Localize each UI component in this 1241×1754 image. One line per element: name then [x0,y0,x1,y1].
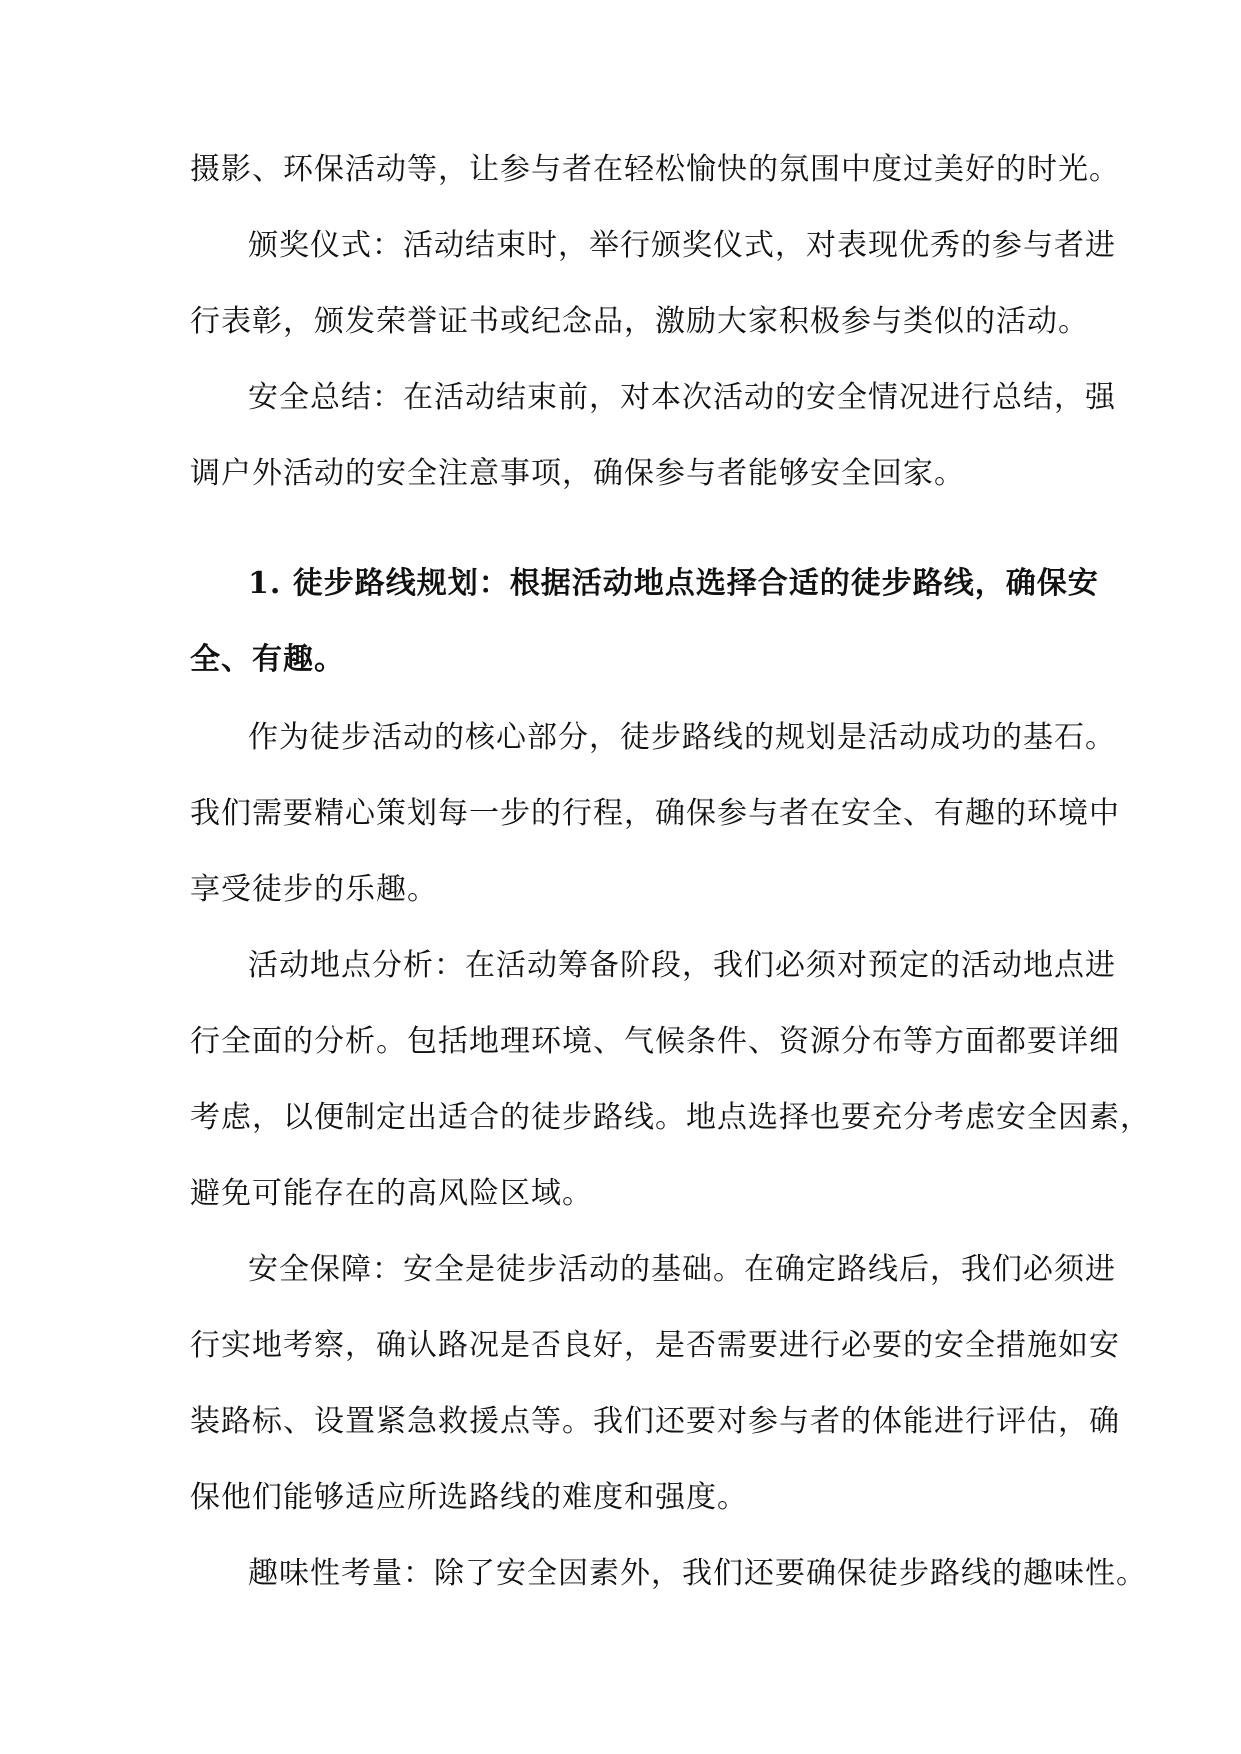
paragraph-line: 考虑，以便制定出适合的徒步路线。地点选择也要充分考虑安全因素， [190,1100,1151,1135]
paragraph-line: 作为徒步活动的核心部分，徒步路线的规划是活动成功的基石。 [248,720,1116,755]
paragraph-line: 安全总结：在活动结束前，对本次活动的安全情况进行总结，强 [248,380,1116,415]
paragraph-line: 行实地考察，确认路况是否良好，是否需要进行必要的安全措施如安 [190,1328,1120,1363]
paragraph-line: 颁奖仪式：活动结束时，举行颁奖仪式，对表现优秀的参与者进 [248,228,1116,263]
paragraph-line: 安全保障：安全是徒步活动的基础。在确定路线后，我们必须进 [248,1252,1116,1287]
section-heading: 全、有趣。 [190,642,345,677]
paragraph-line: 行全面的分析。包括地理环境、气候条件、资源分布等方面都要详细 [190,1024,1120,1059]
paragraph-line: 装路标、设置紧急救援点等。我们还要对参与者的体能进行评估，确 [190,1404,1120,1439]
paragraph-line: 调户外活动的安全注意事项，确保参与者能够安全回家。 [190,456,965,491]
paragraph-line: 保他们能够适应所选路线的难度和强度。 [190,1480,748,1515]
paragraph-line: 享受徒步的乐趣。 [190,872,438,907]
paragraph-line: 我们需要精心策划每一步的行程，确保参与者在安全、有趣的环境中 [190,796,1120,831]
paragraph-line: 避免可能存在的高风险区域。 [190,1176,593,1211]
paragraph-line: 摄影、环保活动等，让参与者在轻松愉快的氛围中度过美好的时光。 [190,152,1120,187]
paragraph-line: 行表彰，颁发荣誉证书或纪念品，激励大家积极参与类似的活动。 [190,304,1089,339]
paragraph-line: 活动地点分析：在活动筹备阶段，我们必须对预定的活动地点进 [248,948,1116,983]
paragraph-line: 趣味性考量：除了安全因素外，我们还要确保徒步路线的趣味性。 [248,1556,1147,1591]
section-heading: 1. 徒步路线规划：根据活动地点选择合适的徒步路线，确保安 [248,566,1099,601]
